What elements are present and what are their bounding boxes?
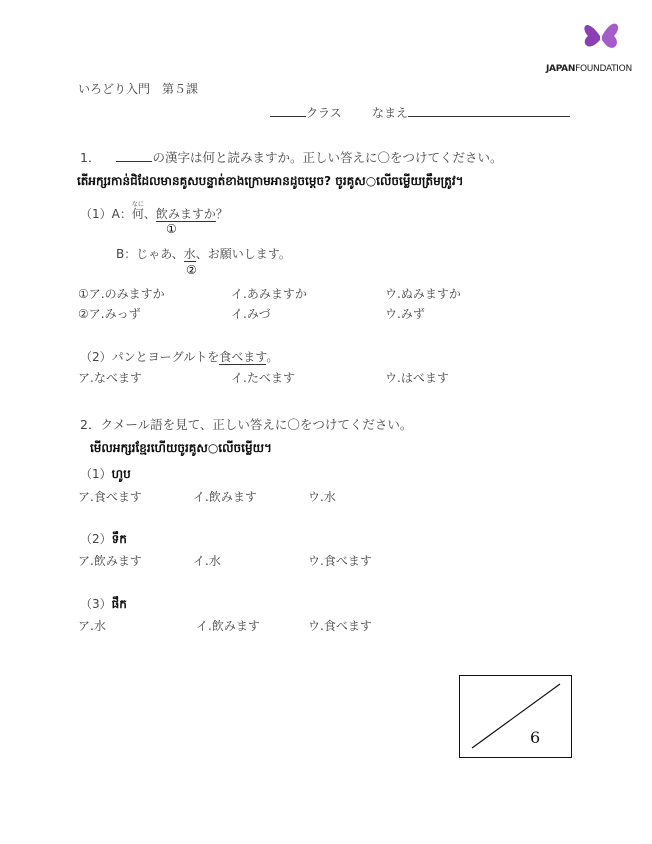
- underlined-word-1: 飲みますか: [155, 207, 216, 221]
- option[interactable]: ウ.はべます: [385, 371, 449, 385]
- option[interactable]: イ.みづ: [231, 307, 271, 321]
- q1-instruction: 1． の漢字は何と読みますか。正しい答えに〇をつけてください。: [80, 150, 503, 165]
- option[interactable]: ウ.水: [308, 490, 336, 504]
- option[interactable]: ウ.ぬみますか: [385, 287, 461, 301]
- class-field[interactable]: [270, 104, 342, 121]
- q2-instruction-khmer: មើលអក្សរខ្មែរហើយចូរគូស○លើចម្លើយ។: [90, 441, 272, 455]
- butterfly-logo-icon: [578, 14, 624, 63]
- score-total: 6: [530, 728, 541, 747]
- q1-sentence-1a: （1）A：何なに、飲みますか？: [80, 201, 228, 221]
- class-label: クラス: [306, 106, 342, 120]
- option[interactable]: イ.あみますか: [231, 287, 307, 301]
- lesson-title: いろどり入門 第５課: [78, 82, 199, 96]
- q2-item-2-label: （2）ទឹក: [80, 532, 127, 546]
- option[interactable]: ア.食べます: [78, 490, 142, 504]
- option[interactable]: イ.たべます: [231, 371, 295, 385]
- name-field[interactable]: [372, 104, 570, 121]
- q1-instruction-khmer: តើអក្សរកាន់ជិដែលមានគូសបន្ទាត់ខាងក្រោមអានដូចម្ដេច? ចូរគូស○លើចម្លើយត្រឹមត្រូវ។: [77, 174, 464, 188]
- option[interactable]: ウ.食べます: [308, 619, 372, 633]
- score-slash: [460, 676, 571, 757]
- option[interactable]: ウ.食べます: [308, 554, 372, 568]
- q1-sentence-1b: B：じゃあ、水、お願いします。: [116, 247, 291, 261]
- option[interactable]: イ.飲みます: [196, 619, 260, 633]
- score-box[interactable]: [459, 675, 572, 758]
- q2-instruction: 2．クメール語を見て、正しい答えに〇をつけてください。: [80, 417, 413, 432]
- option[interactable]: イ.飲みます: [193, 490, 257, 504]
- marker-1: ①: [166, 222, 177, 236]
- q1-sentence-2: （2）パンとヨーグルトを食べます。: [80, 350, 279, 364]
- option[interactable]: ア.水: [78, 619, 106, 633]
- q2-item-3-label: （3）ផឹក: [80, 597, 127, 611]
- option[interactable]: ウ.みず: [385, 307, 425, 321]
- japan-foundation-logo: JAPANFOUNDATION: [546, 64, 632, 74]
- marker-2: ②: [186, 263, 197, 277]
- option[interactable]: ①ア.のみますか: [78, 287, 165, 301]
- name-label: なまえ: [372, 106, 409, 120]
- underlined-word-2: 水: [183, 247, 196, 261]
- option[interactable]: ア.飲みます: [78, 554, 142, 568]
- option[interactable]: ア.なべます: [78, 371, 142, 385]
- option[interactable]: イ.水: [193, 554, 221, 568]
- option[interactable]: ②ア.みっず: [78, 307, 141, 321]
- q2-item-1-label: （1）ហូប: [80, 467, 131, 481]
